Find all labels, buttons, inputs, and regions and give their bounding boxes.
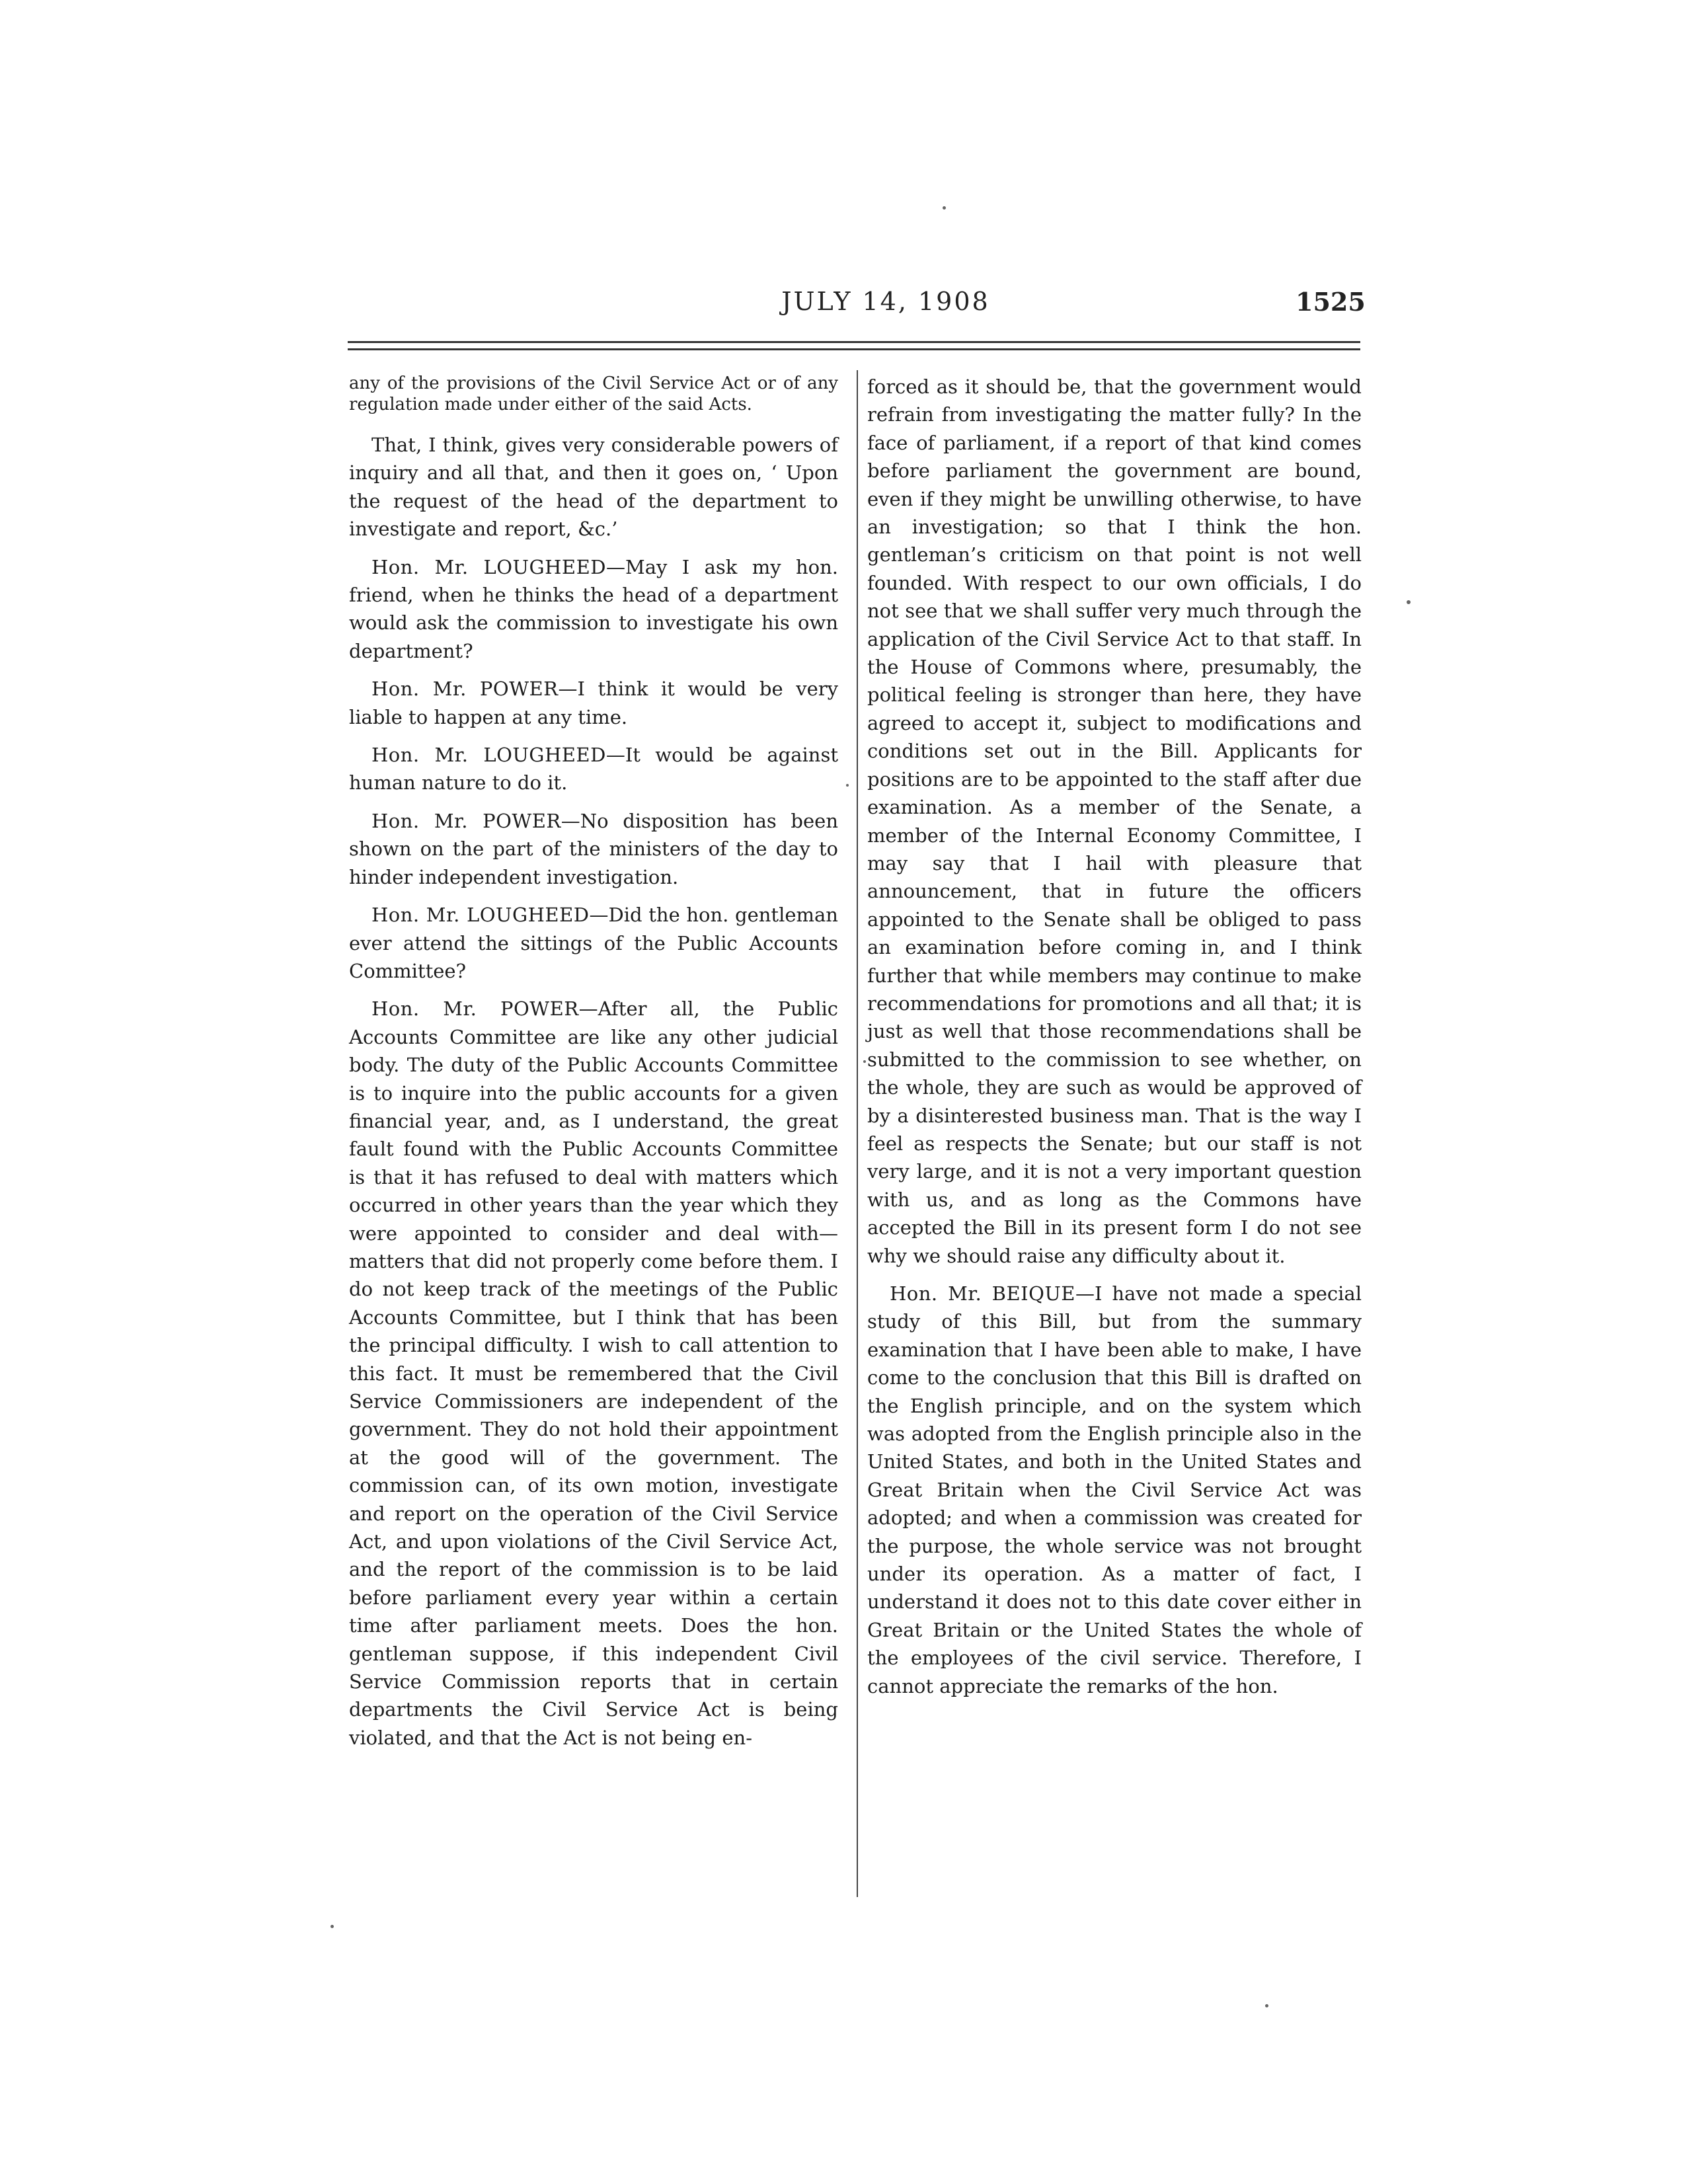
speech-paragraph (349, 553, 838, 666)
speech-text: —I have not made a special study of this Bill, but from the summary examination that I have been able to make, I have come to the conclusion that this Bill is drafted on the English principle, and on the system which was adopted from the English principle also in the United States, and both in the United States and Great Britain when the Civil Service Act was adopted; and when a commission was created for the purpose, the whole service was not brought under its operation. As a matter of fact, I understand it does not to this date cover either in Great Britain or the United States the whole of the employees of the civil service. Therefore, I cannot appreciate the remarks of the hon. (867, 1282, 1362, 1697)
speaker-name: Hon. Mr. POWER (371, 809, 561, 832)
paragraph: forced as it should be, that the government would refrain from investigating the matter fully? In the face of parliament, if a report of that kind comes before parliament the government are bound, even if they might be unwilling otherwise, to have an investigation; so that I think the hon. gentleman’s criticism on that point is not well founded. With respect to our own officials, I do not see that we shall suffer very much through the application of the Civil Service Act to that staff. In the House of Commons where, presumably, the political feeling is stronger than here, they have agreed to accept it, subject to modifications and conditions set out in the Bill. Applicants for positions are to be appointed to the staff after due examination. As a member of the Senate, a member of the Internal Economy Committee, I may say that I hail with pleasure that announcement, that in future the officers appointed to the Senate shall be obliged to pass an examination before coming in, and I think further that while members may continue to make recommendations for promotions and all that; it is just as well that those recommendations shall be submitted to the commission to see whether, on the whole, they are such as would be approved of by a disinterested business man. That is the way I feel as respects the Senate; but our staff is not very large, and it is not a very important question with us, and as long as the Commons have accepted the Bill in its present form I do not see why we should raise any difficulty about it. (867, 375, 1362, 1267)
scan-speck (1265, 2004, 1268, 2007)
speech-text: —May I ask my hon. friend, when he thinks the head of a department would ask the commission to investigate his own department? (349, 555, 838, 662)
left-column (349, 373, 838, 1762)
scan-speck (330, 1925, 334, 1928)
scan-speck (846, 784, 849, 787)
speech-paragraph (349, 995, 838, 1752)
speech-paragraph (349, 675, 838, 731)
speech-text: —Did the hon. gentleman ever attend the sittings of the Public Accounts Committee? (349, 904, 838, 982)
speaker-name: Hon. Mr. POWER (371, 997, 579, 1021)
speech-text: —I think it would be very liable to happen at any time. (349, 678, 838, 728)
scan-speck (863, 1060, 866, 1063)
speaker-name: Hon. Mr. BEIQUE (890, 1282, 1075, 1305)
speaker-name: Hon. Mr. LOUGHEED (371, 904, 590, 927)
speech-text: —It would be against human nature to do it. (349, 744, 838, 795)
header-rule-bottom (348, 348, 1360, 350)
header-rule-top (348, 341, 1360, 343)
speech-text: —After all, the Public Accounts Committee are like any other judicial body. The duty of the Public Accounts Committee is to inquire into the public accounts for a given financial year, and, as I understand, the great fault found with the Public Accounts Committee is that it has refused to deal with matters which occurred in other years than the year which they were appointed to consider and deal with—matters that did not properly come before them. I do not keep track of the meetings of the Public Accounts Committee, but I think that has been the principal difficulty. I wish to call attention to this fact. It must be remembered that the Civil Service Commissioners are independent of the government. They do not hold their appointment at the good will of the government. The commission can, of its own motion, investigate and report on the operation of the Civil Service Act, and upon violations of the Civil Service Act, and the report of the commission is to be laid before parliament every year within a certain time after parliament meets. Does the hon. gentleman suppose, if this independent Civil Service Commission reports that in certain departments the Civil Service Act is being violated, and that the Act is not being en- (349, 997, 838, 1749)
column-divider (857, 370, 858, 1897)
page-date: JULY 14, 1908 (781, 287, 990, 316)
speech-paragraph (867, 1280, 1362, 1700)
speaker-name: Hon. Mr. LOUGHEED (371, 744, 606, 767)
speech-text: —No disposition has been shown on the part of the ministers of the day to hinder independent investigation. (349, 809, 838, 888)
speech-paragraph (349, 901, 838, 985)
scan-speck (1407, 600, 1411, 604)
paragraph: That, I think, gives very considerable powers of inquiry and all that, and then it goes on, ‘ Upon the request of the head of the department to investigate and report, &c.’ (349, 434, 838, 541)
speaker-name: Hon. Mr. LOUGHEED (371, 555, 607, 578)
speech-paragraph (349, 807, 838, 891)
paragraph: any of the provisions of the Civil Service Act or of any regulation made under either of the said Acts. (349, 373, 838, 414)
page-number: 1525 (1296, 287, 1366, 317)
speech-paragraph (349, 741, 838, 797)
scan-speck (943, 206, 946, 210)
speaker-name: Hon. Mr. POWER (371, 678, 559, 701)
right-column (867, 373, 1362, 1710)
